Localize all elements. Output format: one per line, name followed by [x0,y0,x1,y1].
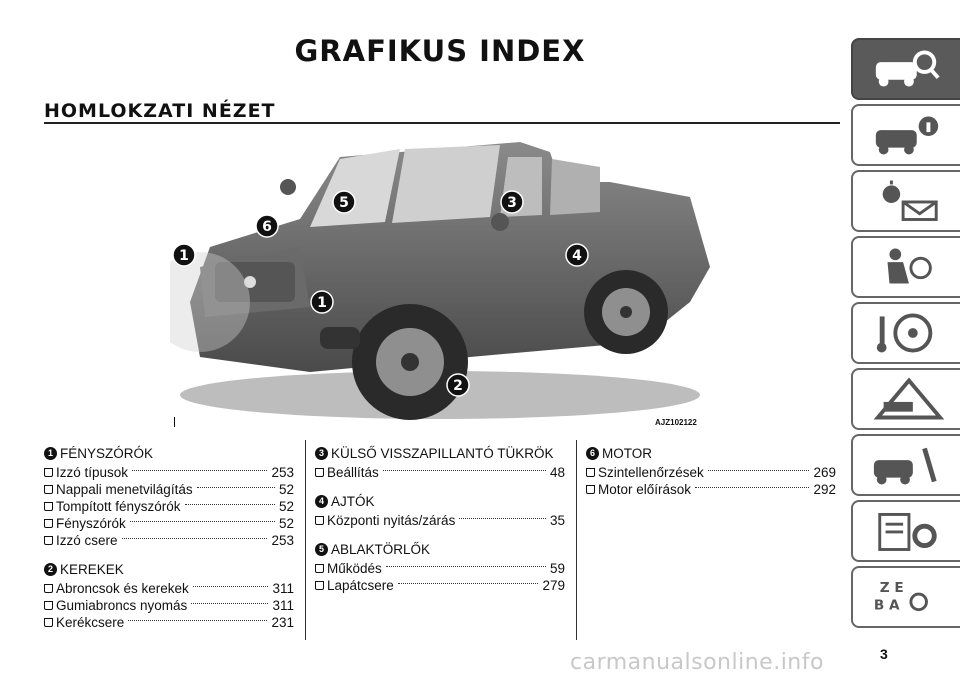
book-icon [44,584,53,593]
page-title: GRAFIKUS INDEX [294,34,586,68]
entry-page: 48 [549,464,565,480]
car-search-icon [870,46,944,92]
group-heading [315,540,565,558]
column-separator [576,440,577,640]
book-icon [315,468,324,477]
group-title: AJTÓK [331,493,375,509]
callout-number: 6 [586,447,599,460]
leader-dots [130,520,275,522]
index-group [315,540,565,593]
entry-page: 311 [272,597,294,613]
chapter-tab[interactable] [851,566,960,628]
index-entry[interactable] [315,560,565,576]
figure-callout [566,244,588,266]
entry-page: 253 [271,464,294,480]
entry-page: 311 [272,580,294,596]
index-entry[interactable] [44,614,294,630]
entry-label: Abroncsok és kerekek [56,580,189,596]
entry-label: Izzó típusok [56,464,129,480]
entry-page: 269 [813,464,836,480]
entry-label: Izzó csere [56,532,118,548]
callout-number: 4 [315,495,328,508]
callout-label: 1 [179,248,189,264]
entry-page: 52 [278,515,294,531]
callout-label: 1 [317,295,327,311]
svg-text:Z E: Z E [879,580,904,597]
car-info-icon [870,112,944,158]
entry-label: Motor előírások [598,481,692,497]
entry-page: 52 [278,481,294,497]
callout-number: 2 [44,563,57,576]
entry-label: Nappali menetvilágítás [56,481,193,497]
book-icon [44,519,53,528]
index-entry[interactable] [44,597,294,613]
callout-number: 1 [44,447,57,460]
chapter-tab[interactable] [851,170,960,232]
index-entry[interactable] [44,498,294,514]
svg-text:B A: B A [873,597,900,614]
leader-dots [193,585,269,587]
group-title: KEREKEK [60,561,124,577]
steering-key-icon [870,310,944,356]
index-group [44,560,294,630]
index-entry[interactable] [586,481,836,497]
figure-callout [501,191,523,213]
leader-dots [459,517,546,519]
figure-callout [173,244,195,266]
leader-dots [708,469,810,471]
leader-dots [386,565,546,567]
index-entry[interactable] [44,464,294,480]
callout-number: 5 [315,543,328,556]
index-group [586,444,836,497]
watermark: carmanualsonline.info [570,650,824,675]
figure-callout [333,191,355,213]
pickup-truck-illustration [170,127,716,425]
entry-label: Fényszórók [56,515,126,531]
callout-label: 4 [572,248,582,264]
chapter-tab[interactable] [851,236,960,298]
callout-label: 6 [262,219,272,235]
entry-page: 253 [271,532,294,548]
book-icon [315,564,324,573]
car-service-icon [870,442,944,488]
book-icon [586,485,595,494]
chapter-tab[interactable] [851,500,960,562]
group-title: MOTOR [602,445,652,461]
chapter-tab[interactable] [851,104,960,166]
book-icon [315,581,324,590]
entry-page: 59 [549,560,565,576]
index-group [44,444,294,548]
entry-label: Gumiabroncs nyomás [56,597,188,613]
index-entry[interactable] [315,464,565,480]
specs-gear-icon [870,508,944,554]
entry-label: Lapátcsere [327,577,394,593]
page-number: 3 [880,646,888,662]
book-icon [44,502,53,511]
leader-dots [185,503,275,505]
column-separator [305,440,306,640]
chapter-tabs [851,38,960,632]
index-group [315,444,565,480]
entry-page: 292 [813,481,836,497]
group-title: FÉNYSZÓRÓK [60,445,154,461]
index-column-3 [586,444,836,509]
entry-page: 231 [271,614,294,630]
index-entry[interactable] [44,580,294,596]
entry-page: 35 [549,512,565,528]
index-column-2 [315,444,565,605]
callout-label: 3 [507,195,517,211]
leader-dots [695,486,809,488]
group-heading [315,492,565,510]
leader-dots [383,469,546,471]
entry-label: Beállítás [327,464,379,480]
book-icon [44,485,53,494]
index-entry[interactable] [315,577,565,593]
group-heading [44,444,294,462]
index-entry[interactable] [44,515,294,531]
vehicle-figure [170,127,716,425]
entry-label: Központi nyitás/zárás [327,512,456,528]
callout-number: 3 [315,447,328,460]
leader-dots [398,582,539,584]
index-entry[interactable] [586,464,836,480]
leader-dots [128,619,267,621]
chapter-tab[interactable] [851,302,960,364]
group-title: KÜLSŐ VISSZAPILLANTÓ TÜKRÖK [331,445,554,461]
group-title: ABLAKTÖRLŐK [331,541,431,557]
figure-callout [447,374,469,396]
group-heading [315,444,565,462]
chapter-tab[interactable] [851,434,960,496]
book-icon [315,516,324,525]
leader-dots [197,486,275,488]
entry-label: Működés [327,560,382,576]
section-rule [44,122,840,124]
leader-dots [132,469,267,471]
index-entry[interactable] [44,532,294,548]
book-icon [44,536,53,545]
entry-page: 279 [542,577,565,593]
figure-code: AJZ102122 [655,418,697,427]
entry-label: Tompított fényszórók [56,498,181,514]
figure-tick [174,417,175,427]
index-column-1 [44,444,294,642]
group-heading [44,560,294,578]
book-icon [44,618,53,627]
leader-dots [191,602,268,604]
chapter-tab[interactable] [851,38,960,100]
group-heading [586,444,836,462]
airbag-seat-icon [870,244,944,290]
leader-dots [122,537,268,539]
book-icon [586,468,595,477]
entry-label: Szintellenőrzések [598,464,704,480]
warning-lights-icon [870,178,944,224]
book-icon [44,468,53,477]
callout-label: 5 [339,195,349,211]
warning-triangle-icon [870,376,944,422]
figure-callout [311,291,333,313]
entry-page: 52 [278,498,294,514]
index-entry[interactable] [315,512,565,528]
index-entry[interactable] [44,481,294,497]
chapter-tab[interactable] [851,368,960,430]
figure-callout [256,215,278,237]
callout-label: 2 [453,378,463,394]
entry-label: Kerékcsere [56,614,125,630]
alphabet-index-icon [870,574,944,620]
index-group [315,492,565,528]
book-icon [44,601,53,610]
section-heading: HOMLOKZATI NÉZET [44,100,276,122]
